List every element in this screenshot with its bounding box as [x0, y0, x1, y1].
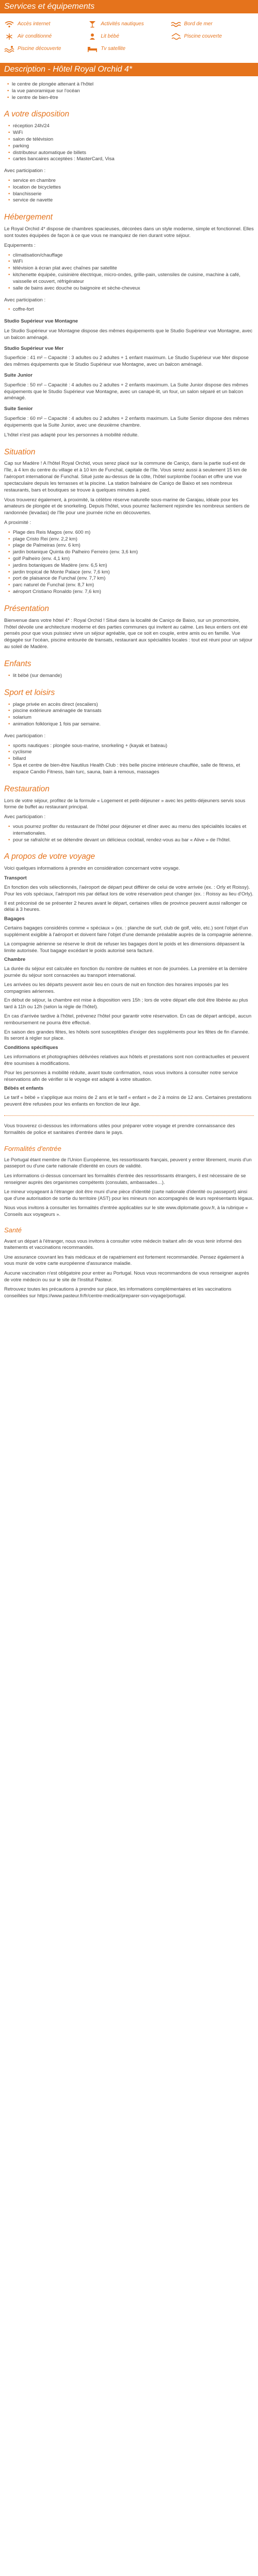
- list-item: • Plage des Reis Magos (env. 600 m): [8, 530, 254, 536]
- disposition-paying-list: [8, 178, 254, 204]
- section-title-sport: Sport et loisirs: [4, 688, 55, 697]
- sport-paying-list: [8, 743, 254, 776]
- block-text: En cas d'arrivée tardive à l'hôtel, prévenez l'hôtel pour garantir votre réservation. En cas de départ anticipé, aucun remboursement ne pourra être effectué.: [4, 1013, 252, 1026]
- amenity-label: Activités nautiques: [101, 21, 144, 27]
- room-title: Suite Senior: [4, 406, 33, 412]
- block-text: En fonction des vols sélectionnés, l'aéroport de départ peut différer de celui de votre arrivée (ex. : Orly et Roissy). Pour les vols spéciaux, l'aéroport mis par défaut lors de votre réservation peut changer (ex. : Roissy au lieu d'Orly).: [4, 885, 254, 897]
- section-title-hebergement: Hébergement: [4, 213, 53, 222]
- amenity-bord-mer: [171, 21, 254, 28]
- amenity-label: Piscine découverte: [18, 46, 61, 52]
- list-item: • réception 24h/24: [8, 123, 254, 130]
- divider: [4, 1115, 254, 1116]
- block-text: Les informations et photographies délivrées relatives aux hôtels et prestations sont non contractuelles et peuvent être soumises à modifications.: [4, 1054, 249, 1066]
- pool-icon: [171, 33, 181, 40]
- room-title: Studio Supérieur vue Mer: [4, 345, 64, 351]
- list-item: • cartes bancaires acceptées : MasterCard, Visa: [8, 156, 254, 163]
- list-item: • kitchenette équipée, cuisinière électrique, micro-ondes, grille-pain, ustensiles de cuisine, machine à café, vaisselle et couvert, réfrigérateur: [8, 272, 254, 285]
- amenity-air-conditionne: [4, 33, 87, 40]
- block-text: La compagnie aérienne se réserve le droit de refuser les bagages dont le poids et les dimensions dépassent la limite autorisée. Tout bagage excédant le poids autorisé sera facturé.: [4, 941, 245, 954]
- paying-label: Avec participation :: [4, 814, 46, 820]
- section-title-presentation: Présentation: [4, 604, 50, 613]
- bed-icon: [87, 45, 98, 53]
- list-item: • piscine extérieure aménagée de transats: [8, 708, 254, 715]
- list-item: • le centre de plongée attenant à l'hôtel: [7, 81, 254, 88]
- section-title-restauration: Restauration: [4, 784, 50, 793]
- paragraph: Avant un départ à l'étranger, nous vous invitons à consulter votre médecin traitant afin de vous tenir informé des traitements et vaccinations recommandés.: [4, 1238, 241, 1250]
- intro-list: [7, 81, 254, 101]
- amenities-grid: [0, 13, 258, 60]
- enfants-list: [8, 673, 254, 680]
- block-text: En saison des grandes fêtes, les hôtels sont susceptibles d'exiger des suppléments pour les fêtes de fin d'année. Ils seront à régler sur place.: [4, 1029, 250, 1042]
- amenity-internet: [4, 21, 87, 28]
- paragraph: Retrouvez toutes les précautions à prendre sur place, les informations complémentaires et les vaccinations conseillées sur https://www.pasteur.fr/fr/centre-medical/preparer-son-voyage/portugal.: [4, 1286, 232, 1298]
- block-text: Certains bagages considérés comme « spéciaux » (ex. : planche de surf, club de golf, vélo, etc.) sont l'objet d'un supplément exigible à l'aéroport et doivent faire l'objet d'une demande préalable auprès de la compagnie aérienne.: [4, 925, 253, 938]
- list-item: • location de bicyclettes: [8, 184, 254, 191]
- list-item: • solarium: [8, 715, 254, 721]
- room-text: Superficie : 41 m² – Capacité : 3 adultes ou 2 adultes + 1 enfant maximum. Le Studio Supérieur vue Mer dispose des mêmes équipements que le Studio Supérieur vue Montagne, avec un balcon aménagé.: [4, 355, 249, 368]
- description-title: Description - Hôtel Royal Orchid 4*: [4, 65, 133, 74]
- amenity-piscine-decouverte: [4, 45, 87, 53]
- amenity-tv-satellite: [87, 45, 170, 53]
- list-item: • parc naturel de Funchal (env. 8,7 km): [8, 582, 254, 589]
- list-item: • port de plaisance de Funchal (env. 7,7 km): [8, 575, 254, 582]
- list-item: • jardin tropical de Monte Palace (env. 7,6 km): [8, 569, 254, 576]
- section-title-situation: Situation: [4, 447, 36, 456]
- description-banner: [0, 63, 258, 76]
- baby-icon: [87, 33, 98, 40]
- list-item: • télévision à écran plat avec chaînes par satellite: [8, 265, 254, 272]
- list-item: • cyclisme: [8, 749, 254, 756]
- room-title: Suite Junior: [4, 372, 33, 379]
- list-item: • jardin botanique Quinta do Palheiro Ferreiro (env. 3,6 km): [8, 549, 254, 556]
- room-title: Studio Supérieur vue Montagne: [4, 318, 78, 325]
- list-item: • Spa et centre de bien-être Nautilus Health Club : très belle piscine intérieure chauffée, salle de fitness, et espace Candio Fitness, bain turc, sauna, bain à remous, massages: [8, 762, 254, 776]
- paragraph: Le Portugal étant membre de l'Union Européenne, les ressortissants français, peuvent y entrer librement, munis d'un passeport ou d'une carte nationale d'identité en cours de validité.: [4, 1157, 252, 1169]
- list-item: • animation folklorique 1 fois par semaine.: [8, 721, 254, 728]
- list-item: • la vue panoramique sur l'océan: [7, 88, 254, 95]
- list-item: • aéroport Cristiano Ronaldo (env. 7,6 km): [8, 589, 254, 596]
- list-item: • lit bébé (sur demande): [8, 673, 254, 680]
- situation-p2: Vous trouverez également, à proximité, la célèbre réserve naturelle sous-marine de Garajau, idéale pour les amateurs de plongée et de snorkeling. Depuis l'hôtel, vous pourrez facilement rejoindre les nombreux sentiers de randonnée (levadas) de l'île pour une journée riche en découvertes.: [4, 497, 250, 516]
- paragraph: Nous vous invitons à consulter les formalités d'entrée applicables sur le site www.diplomatie.gouv.fr, à la rubrique « Conseils aux voyageurs ».: [4, 1205, 248, 1217]
- amenity-label: Piscine couverte: [184, 33, 222, 40]
- apropos-intro: Voici quelques informations à prendre en considération concernant votre voyage.: [4, 866, 180, 872]
- room-block: [4, 318, 254, 341]
- block-text: Vous trouverez ci-dessous les informations utiles pour préparer votre voyage et prendre connaissance des formalités de police et sanitaires d'entrée dans le pays.: [4, 1123, 235, 1136]
- equip-label: Equipements :: [4, 242, 36, 248]
- block-text: En début de séjour, la chambre est mise à disposition vers 15h ; lors de votre départ elle doit être libérée au plus tard à 11h ou 12h (selon la règle de l'hôtel).: [4, 997, 248, 1010]
- equip-list: [8, 252, 254, 292]
- section-title-sante: Santé: [4, 1226, 22, 1234]
- block-text: Il est préconisé de se présenter 2 heures avant le départ, certaines villes de province peuvent aussi rallonger ce délai à 3 heures.: [4, 900, 247, 913]
- list-item: • plage Cristo Rei (env. 2,2 km): [8, 536, 254, 543]
- paragraph: Une assurance couvrant les frais médicaux et de rapatriement est fortement recommandée. Pensez également à vous munir de votre carte européenne d'assurance maladie.: [4, 1254, 244, 1266]
- list-item: • sports nautiques : plongée sous-marine, snorkeling + (kayak et bateau): [8, 743, 254, 750]
- list-item: • service en chambre: [8, 178, 254, 184]
- sante-text: [4, 1238, 254, 1299]
- list-item: • WiFi: [8, 130, 254, 137]
- room-block: [4, 346, 254, 368]
- presentation-p1: Bienvenue dans votre hôtel 4* : Royal Orchid ! Situé dans la localité de Caniço de Baixo, sur un promontoire, l'hôtel dévoile une architecture moderne et des parties communes qui invitent au calme. Les lieux entiers ont été pensés pour que vous puissiez vivre un séjour agréable, que ce soit en couple, entre amis ou en famille. Vue dégagée sur l'océan, piscine entourée de transats, restaurant aux spécialités locales : tout est réuni pour un séjour au soleil de Madère.: [4, 617, 253, 650]
- paying-label: Avec participation :: [4, 297, 46, 303]
- snowflake-icon: [4, 33, 14, 40]
- amenity-label: Accès internet: [18, 21, 51, 27]
- amenity-label: Tv satellite: [101, 46, 126, 52]
- services-title: Services et équipements: [4, 2, 95, 11]
- disposition-list: [8, 123, 254, 163]
- paying-label: Avec participation :: [4, 168, 46, 174]
- block-heading: Bébés et enfants: [4, 1086, 44, 1092]
- section-title-formalites: Formalités d'entrée: [4, 1145, 61, 1153]
- paragraph: Aucune vaccination n'est obligatoire pour entrer au Portugal. Nous vous recommandons de vous renseigner auprès de votre médecin ou sur le site de l'Institut Pasteur.: [4, 1270, 249, 1282]
- list-item: • le centre de bien-être: [7, 95, 254, 101]
- amenity-piscine-couverte: [171, 33, 254, 40]
- section-title-apropos: A propos de votre voyage: [4, 852, 95, 861]
- apropos-blocks: [4, 875, 254, 1136]
- block-heading: Bagages: [4, 916, 25, 922]
- block-text: Pour les personnes à mobilité réduite, avant toute confirmation, nous vous invitons à consulter notre service réservations afin de vérifier si le voyage est adapté à votre situation.: [4, 1070, 238, 1082]
- list-item: • service de navette: [8, 197, 254, 204]
- paying-label: Avec participation :: [4, 733, 46, 739]
- hebergement-intro: Le Royal Orchid 4* dispose de chambres spacieuses, décorées dans un style moderne, simple et fonctionnel. Elles sont toutes équipées de façon à ce que vous ne manquiez de rien durant votre séjour.: [4, 226, 254, 239]
- room-text: Le Studio Supérieur vue Montagne dispose des mêmes équipements que le Studio Supérieur vue Montagne, avec un balcon aménagé.: [4, 328, 253, 341]
- block-text: Le tarif « bébé » s'applique aux moins de 2 ans et le tarif « enfant » de 2 à moins de 12 ans. Certaines prestations peuvent être refusées pour les enfants en fonction de leur âge.: [4, 1095, 252, 1107]
- block-heading: Conditions spécifiques: [4, 1045, 58, 1051]
- list-item: • jardins botaniques de Madère (env. 6,5 km): [8, 563, 254, 569]
- list-item: • plage de Palmeiras (env. 6 km): [8, 543, 254, 549]
- list-item: • blanchisserie: [8, 191, 254, 198]
- waves-icon: [171, 21, 181, 28]
- situation-p1: Cap sur Madère ! A l'hôtel Royal Orchid, vous serez placé sur la commune de Caniço, dans la partie sud-est de l'île, à 4 km du centre du village et à 10 km de Funchal, capitale de l'île. Vous serez aussi à seulement 15 km de l'aéroport international de Funchal. Situé juste au-dessus de la côte, l'hôtel surplombe l'océan et offre une vue spectaculaire depuis les terrasses et la piscine. La station balnéaire de Caniço de Baixo et ses nombreux restaurants, bars et boutiques se trouve à quelques minutes à pied.: [4, 461, 247, 493]
- nearby-label: A proximité :: [4, 519, 31, 526]
- amenity-label: Air conditionné: [18, 33, 52, 40]
- block-heading: Transport: [4, 875, 27, 882]
- amenity-label: Lit bébé: [101, 33, 119, 40]
- wifi-icon: [4, 21, 14, 28]
- paragraph: Le mineur voyageant à l'étranger doit être muni d'une pièce d'identité (carte nationale d'identité ou passeport) ainsi que d'une autorisation de sortie du territoire (AST) pour les mineurs non accompagnés de leurs représentants légaux.: [4, 1189, 254, 1201]
- list-item: • golf Palheiro (env. 4,1 km): [8, 556, 254, 563]
- list-item: • pour se rafraîchir et se détendre devant un délicieux cocktail, rendez-vous au bar « Alive » de l'hôtel.: [8, 837, 254, 844]
- section-title-disposition: A votre disposition: [4, 110, 70, 119]
- list-item: • billard: [8, 756, 254, 762]
- section-title-enfants: Enfants: [4, 659, 31, 668]
- list-item: • WiFi: [8, 259, 254, 265]
- list-item: • salon de télévision: [8, 137, 254, 143]
- list-item: • coffre-fort: [8, 307, 254, 313]
- formalites-text: [4, 1157, 254, 1217]
- block-heading: Chambre: [4, 957, 26, 963]
- room-block: [4, 372, 254, 402]
- content: [0, 76, 258, 1299]
- room-text: Superficie : 50 m² – Capacité : 4 adultes ou 2 adultes + 2 enfants maximum. La Suite Junior dispose des mêmes équipements que le Studio Supérieur vue Montagne, avec un canapé-lit, un four, un salon séparé et un balcon aménagé.: [4, 382, 248, 401]
- nearby-list: [8, 530, 254, 596]
- list-item: • salle de bains avec douche ou baignoire et sèche-cheveux: [8, 285, 254, 292]
- restauration-p1: Lors de votre séjour, profitez de la formule « Logement et petit-déjeuner » avec les petits-déjeuners servis sous forme de buffet au restaurant principal.: [4, 798, 246, 810]
- amenity-label: Bord de mer: [184, 21, 213, 27]
- list-item: • climatisation/chauffage: [8, 252, 254, 259]
- room-text: Superficie : 60 m² – Capacité : 4 adultes ou 2 adultes + 2 enfants maximum. La Suite Senior dispose des mêmes équipements que la Suite Junior, avec une deuxième chambre.: [4, 416, 249, 428]
- block-text: Les arrivées ou les départs peuvent avoir lieu en cours de nuit en fonction des horaires imposés par les compagnies aériennes.: [4, 981, 229, 994]
- hebergement-note: L'hôtel n'est pas adapté pour les personnes à mobilité réduite.: [4, 432, 139, 438]
- amenity-nautique: [87, 21, 170, 28]
- sport-list: [8, 702, 254, 728]
- list-item: • parking: [8, 143, 254, 150]
- pool-outdoor-icon: [4, 45, 14, 53]
- services-banner: [0, 0, 258, 13]
- room-block: [4, 406, 254, 429]
- paragraph: Les informations ci-dessus concernant les formalités d'entrée des ressortissants étrangers, il est nécessaire de se renseigner auprès des organismes compétents (consulats, ambassades…).: [4, 1173, 246, 1185]
- list-item: • distributeur automatique de billets: [8, 150, 254, 157]
- restauration-paying-list: [8, 824, 254, 843]
- cocktail-icon: [87, 21, 98, 28]
- block-text: La durée du séjour est calculée en fonction du nombre de nuitées et non de journées. La première et la dernière journée du séjour sont consacrées au transport international.: [4, 966, 248, 978]
- list-item: • vous pourrez profiter du restaurant de l'hôtel pour déjeuner et dîner avec au menu des spécialités locales et internationales.: [8, 824, 254, 837]
- amenity-lit-bebe: [87, 33, 170, 40]
- list-item: • plage privée en accès direct (escaliers): [8, 702, 254, 708]
- hebergement-paying-list: [8, 307, 254, 313]
